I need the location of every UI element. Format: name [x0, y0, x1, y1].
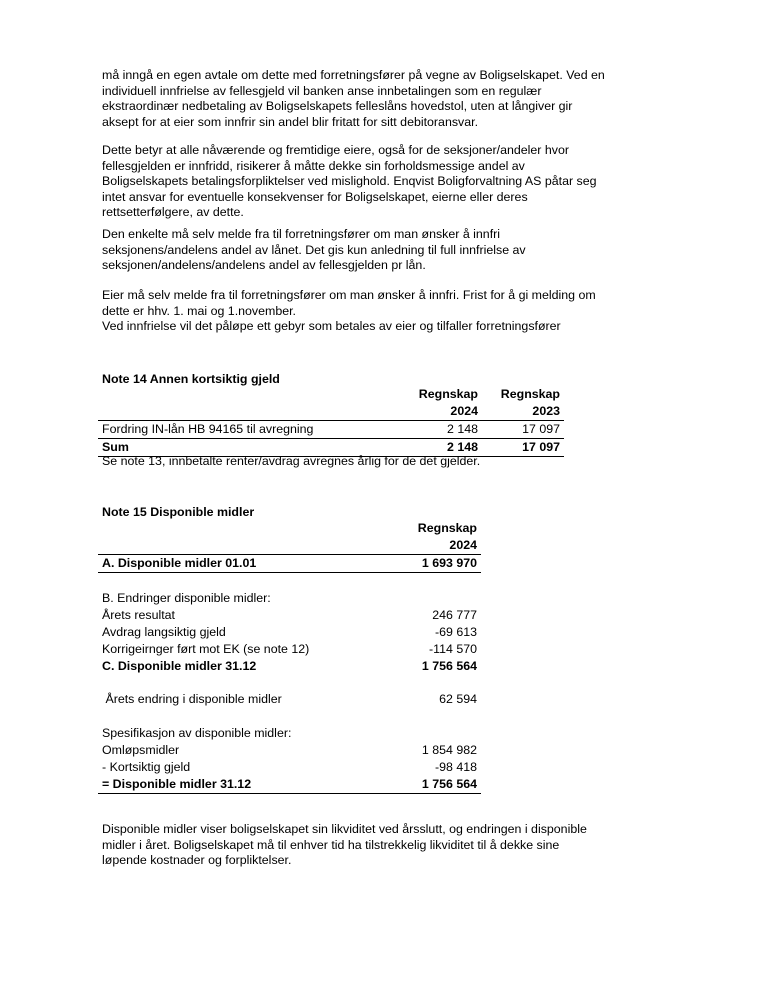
text-line: ekstraordinær nedbetaling av Boligselskapets felleslåns hovedstol, uten at långiver gir: [102, 99, 573, 113]
row-label: Avdrag langsiktig gjeld: [102, 624, 226, 639]
paragraph-frist: [102, 288, 642, 335]
text-line: dette er hhv. 1. mai og 1.november.: [102, 303, 297, 318]
section-heading: B. Endringer disponible midler:: [102, 590, 271, 605]
sum-value-2024: 2 148: [446, 440, 478, 454]
row-label: A. Disponible midler 01.01: [102, 556, 257, 570]
row-value: 62 594: [439, 692, 477, 707]
col-header: Regnskap: [417, 521, 477, 535]
text-line: Eier må selv melde fra til forretningsfører om man ønsker å innfri. Frist for å gi melding om: [102, 288, 596, 302]
row-label: Årets resultat: [102, 607, 175, 622]
text-line: Disponible midler viser boligselskapet sin likviditet ved årsslutt, og endringen i disponible: [102, 822, 587, 836]
row-label: - Kortsiktig gjeld: [102, 759, 191, 774]
row-value: 1 756 564: [421, 658, 477, 673]
text-line: intet ansvar for eventuelle konsekvenser for Boligselskapet, eierne eller deres: [102, 189, 528, 204]
row-label: C. Disponible midler 31.12: [102, 658, 257, 673]
row-value: -98 418: [434, 759, 477, 774]
row-value: -114 570: [429, 641, 477, 656]
total-disponible-midler-row: [98, 776, 481, 794]
text-line: seksjonen/andelens/andelens andel av fellesgjelden pr lån.: [102, 258, 426, 272]
spesifikasjon-heading-row: [98, 725, 481, 742]
table-row: [98, 742, 481, 759]
sum-label: Sum: [102, 440, 129, 454]
col-header-year: 2023: [532, 404, 560, 418]
text-line: individuell innfrielse av fellesgjeld vil banken anse innbetalingen som en regulær: [102, 83, 542, 98]
text-line: rettsetterfølgere, av dette.: [102, 205, 244, 219]
disponible-midler-0101-row: [98, 555, 481, 573]
note15-header-row-2: [98, 537, 481, 555]
row-label: Fordring IN-lån HB 94165 til avregning: [102, 422, 314, 436]
col-header-year: 2024: [450, 404, 478, 418]
text-line: seksjonens/andelens andel av lånet. Det gis kun anledning til full innfrielse av: [102, 242, 526, 257]
arets-endring-row: [98, 691, 481, 708]
text-line: løpende kostnader og forpliktelser.: [102, 853, 292, 867]
section-heading: Spesifikasjon av disponible midler:: [102, 725, 292, 740]
sum-value-2023: 17 097: [522, 440, 560, 454]
row-label: Omløpsmidler: [102, 742, 180, 757]
table-row: [98, 759, 481, 776]
table-row: [98, 607, 481, 624]
row-label: = Disponible midler 31.12: [102, 776, 252, 791]
endringer-heading-row: [98, 590, 481, 607]
text-line: Dette betyr at alle nåværende og fremtidige eiere, også for de seksjoner/andeler hvor: [102, 143, 569, 157]
note14-header-row-2: [98, 403, 564, 421]
note14-table: [98, 386, 564, 457]
col-header: Regnskap: [500, 387, 560, 401]
table-row: [98, 421, 564, 439]
row-label: Korrigeirnger ført mot EK (se note 12): [102, 641, 310, 656]
paragraph-ansvar: [102, 143, 642, 221]
text-line: aksept for at eier som innfrir sin andel blir fritatt for sitt debitoransvar.: [102, 114, 479, 129]
row-value: 1 854 982: [421, 742, 477, 757]
row-label: Årets endring i disponible midler: [102, 692, 282, 707]
note14-header-row-1: [98, 386, 564, 403]
paragraph-innfrielse-avtale: [102, 68, 642, 130]
row-value-2024: 2 148: [446, 422, 478, 436]
table-row: [98, 624, 481, 641]
note14-footnote: Se note 13, innbetalte renter/avdrag avregnes årlig for de det gjelder.: [102, 454, 481, 468]
note15-table: [98, 520, 481, 794]
row-value-2023: 17 097: [522, 422, 560, 436]
text-line: fellesgjelden er innfridd, risikerer å måtte dekke sin forholdsmessige andel av: [102, 158, 525, 173]
note15-header-row-1: [98, 520, 481, 537]
row-value: 1 693 970: [421, 556, 477, 570]
text-line: Ved innfrielse vil det påløpe ett gebyr som betales av eier og tilfaller forretningsfører: [102, 319, 561, 333]
text-line: må inngå en egen avtale om dette med forretningsfører på vegne av Boligselskapet. Ved en: [102, 68, 605, 82]
row-value: 246 777: [432, 607, 477, 622]
disponible-midler-3112-row: [98, 658, 481, 675]
note15-title: Note 15 Disponible midler: [102, 505, 255, 519]
table-row: [98, 641, 481, 658]
text-line: Boligselskapets betalingsforpliktelser ved mislighold. Enqvist Boligforvaltning AS påtar seg: [102, 174, 597, 188]
note14-title: Note 14 Annen kortsiktig gjeld: [102, 372, 280, 386]
text-line: Den enkelte må selv melde fra til forretningsfører om man ønsker å innfri: [102, 227, 501, 241]
paragraph-disponible-midler-forklaring: [102, 822, 642, 869]
col-header: Regnskap: [418, 387, 478, 401]
paragraph-melde-fra: [102, 227, 642, 274]
row-value: -69 613: [434, 624, 477, 639]
text-line: midler i året. Boligselskapet må til enhver tid ha tilstrekkelig likviditet til å dekke sine: [102, 837, 560, 852]
col-header-year: 2024: [449, 538, 477, 552]
row-value: 1 756 564: [421, 776, 477, 791]
